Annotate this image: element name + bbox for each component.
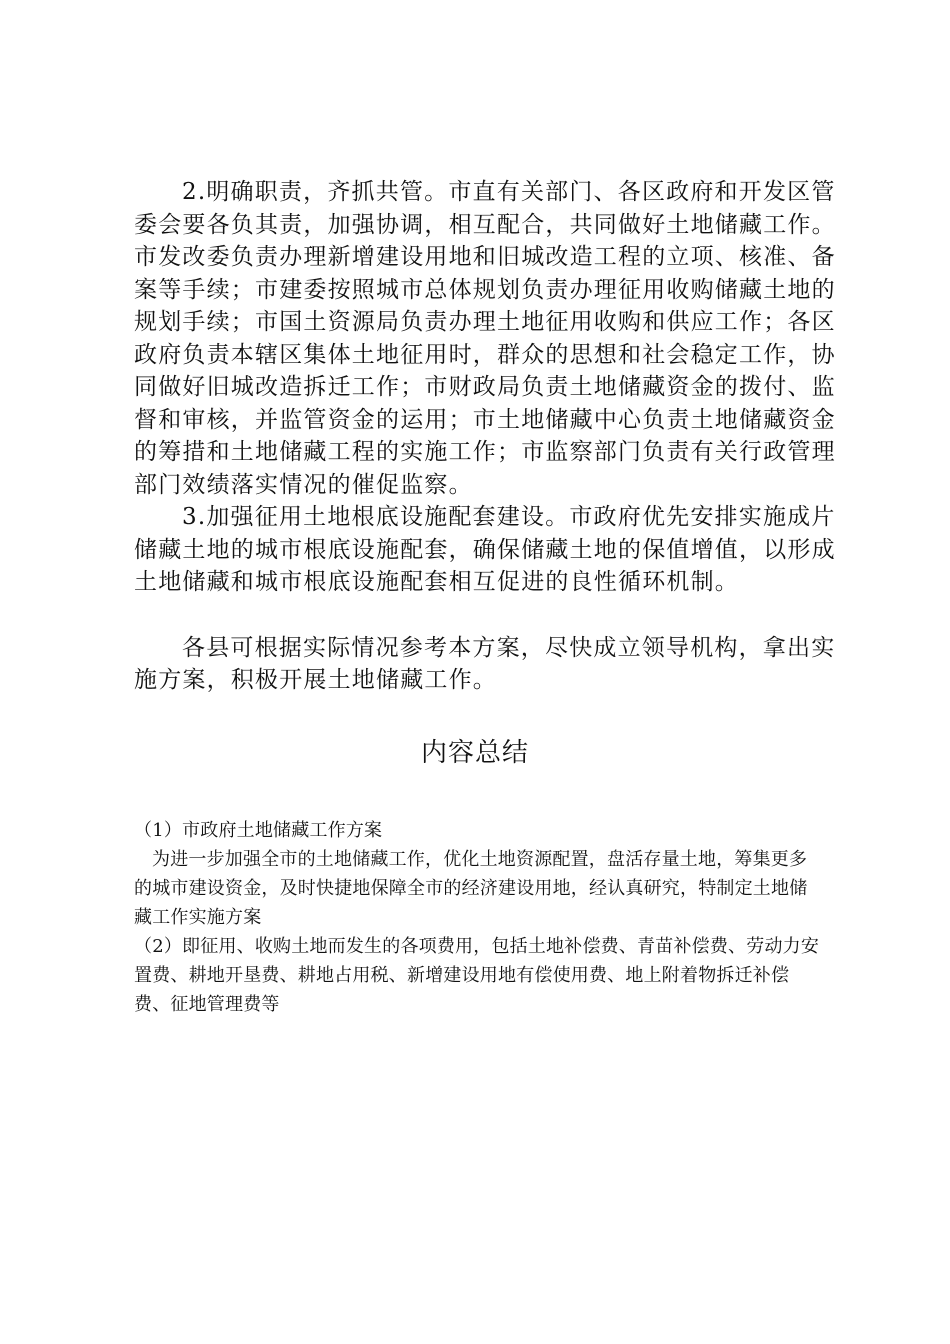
summary-item-1-text: 为进一步加强全市的土地储藏工作，优化土地资源配置，盘活存量土地，筹集更多的城市建设资金，及时快捷地保障全市的经济建设用地，经认真研究，特制定土地储藏工作实施方案 [134,849,808,928]
paragraph-infrastructure: 3.加强征用土地根底设施配套建设。市政府优先安排实施成片储藏土地的城市根底设施配套，确保储藏土地的保值增值，以形成土地储藏和城市根底设施配套相互促进的良性循环机制。 [134,504,836,595]
summary-item-1-heading: （1）市政府土地储藏工作方案 [134,820,383,841]
summary-title: 内容总结 [420,738,529,768]
main-body-text [134,176,840,697]
summary-item-2-text: （2）即征用、收购土地而发生的各项费用，包括土地补偿费、青苗补偿费、劳动力安置费、耕地开垦费、耕地占用税、新增建设用地有偿使用费、地上附着物拆迁补偿费、征地管理费等 [134,936,820,1015]
summary-section [134,816,824,1019]
paragraph-closing: 各县可根据实际情况参考本方案，尽快成立领导机构，拿出实施方案，积极开展土地储藏工作。 [134,634,836,693]
paragraph-responsibilities: 2.明确职责，齐抓共管。市直有关部门、各区政府和开发区管委会要各负其责，加强协调，相互配合，共同做好土地储藏工作。市发改委负责办理新增建设用地和旧城改造工程的立项、核准、备案等手续；市建委按照城市总体规划负责办理征用收购储藏土地的规划手续；市国土资源局负责办理土地征用收购和供应工作；各区政府负责本辖区集体土地征用时，群众的思想和社会稳定工作，协同做好旧城改造拆迁工作；市财政局负责土地储藏资金的拨付、监督和审核，并监管资金的运用；市土地储藏中心负责土地储藏资金的筹措和土地储藏工程的实施工作；市监察部门负责有关行政管理部门效绩落实情况的催促监察。 [134,179,836,498]
